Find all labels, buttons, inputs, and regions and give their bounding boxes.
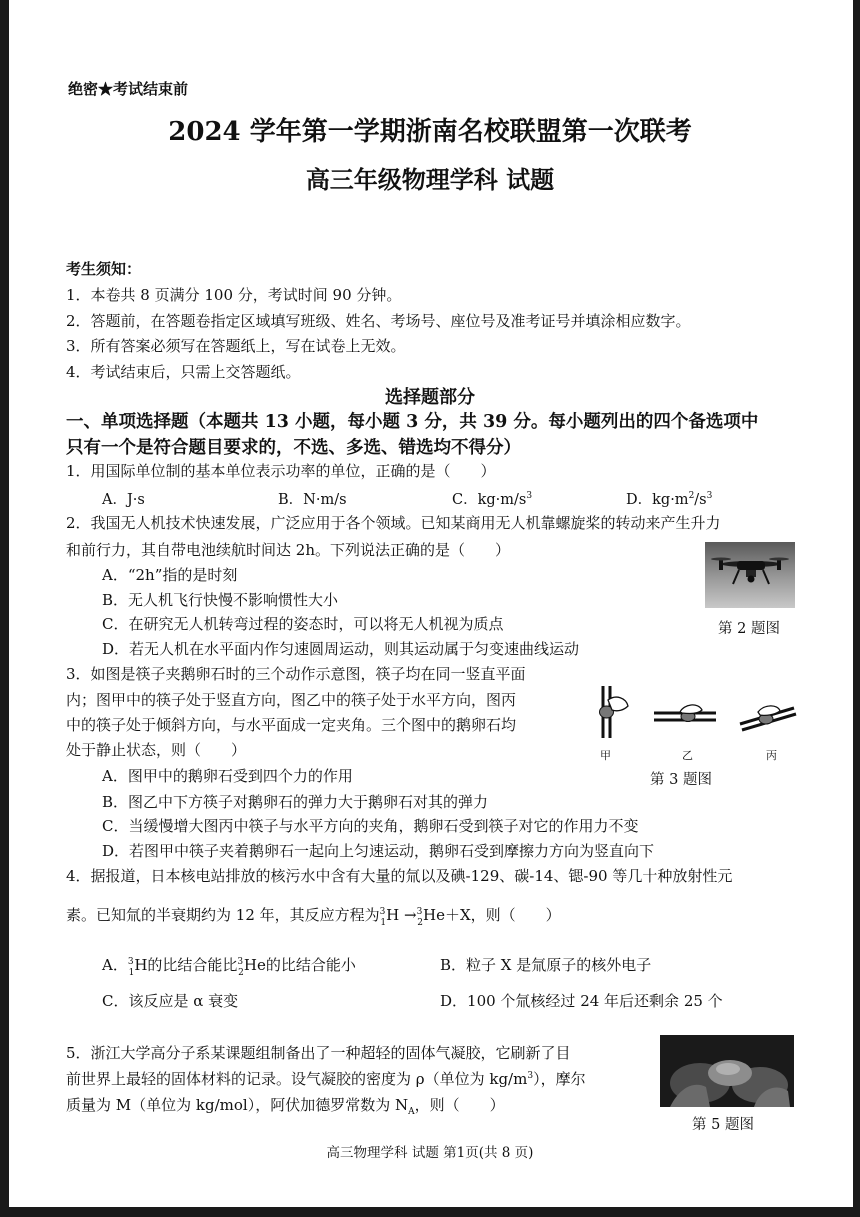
q4-stem-equation: 素。已知氚的半衰期约为 12 年，其反应方程为$^3_1$H →$^3_2$He＋X，则（ ） <box>66 906 561 928</box>
section-instructions: 一、单项选择题（本题共 13 小题，每小题 3 分，共 39 分。每小题列出的四个备选项中 <box>66 412 759 432</box>
q2-stem: 2．我国无人机技术快速发展，广泛应用于各个领域。已知某商用无人机靠螺旋桨的转动来产生升力 <box>66 514 721 532</box>
q3-figure-caption: 第 3 题图 <box>650 772 712 788</box>
q2-option-b: B．无人机飞行快慢不影响惯性大小 <box>102 591 339 609</box>
drone-photo <box>705 542 795 608</box>
q3-option-a: A．图甲中的鹅卵石受到四个力的作用 <box>102 767 353 785</box>
q3-option-b: B．图乙中下方筷子对鹅卵石的弹力大于鹅卵石对其的弹力 <box>102 793 489 811</box>
q5-stem: 5．浙江大学高分子系某课题组制备出了一种超轻的固体气凝胶，它刷新了目 <box>66 1044 571 1062</box>
part-title: 选择题部分 <box>385 387 475 408</box>
q3-option-c: C．当缓慢增大图丙中筷子与水平方向的夹角，鹅卵石受到筷子对它的作用力不变 <box>102 817 639 835</box>
q2-option-c: C．在研究无人机转弯过程的姿态时，可以将无人机视为质点 <box>102 615 504 633</box>
notice-item: 2．答题前，在答题卷指定区域填写班级、姓名、考场号、座位号及准考证号并填涂相应数字。 <box>66 312 691 330</box>
q2-stem: 和前行力，其自带电池续航时间达 2h。下列说法正确的是（ ） <box>66 541 510 559</box>
q5-figure-caption: 第 5 题图 <box>692 1117 754 1133</box>
notice-item: 1．本卷共 8 页满分 100 分，考试时间 90 分钟。 <box>66 286 402 304</box>
secret-label: 绝密★考试结束前 <box>68 80 189 98</box>
q1-option-d: D．$kg\cdot m^2/s^3$ <box>626 491 713 508</box>
q4-option-b: B．粒子 X 是氚原子的核外电子 <box>440 956 652 974</box>
q3-stem: 中的筷子处于倾斜方向，与水平面成一定夹角。三个图中的鹅卵石均 <box>66 716 517 734</box>
q3-label-bing: 丙 <box>766 749 777 762</box>
q5-stem: 前世界上最轻的固体材料的记录。设气凝胶的密度为 ρ（单位为 $kg/m^3$），摩尔 <box>66 1070 586 1088</box>
q3-label-yi: 乙 <box>682 749 693 762</box>
notice-item: 3．所有答案必须写在答题纸上，写在试卷上无效。 <box>66 337 406 355</box>
q3-option-d: D．若图甲中筷子夹着鹅卵石一起向上匀速运动，鹅卵石受到摩擦力方向为竖直向下 <box>102 842 655 860</box>
q1-option-b: B．N·m/s <box>278 492 347 508</box>
q1-stem: 1．用国际单位制的基本单位表示功率的单位，正确的是（ ） <box>66 462 496 480</box>
q1-option-c: C．$kg\cdot m/s^3$ <box>452 491 533 508</box>
q1-option-a: A．J·s <box>102 492 145 508</box>
q3-label-jia: 甲 <box>600 749 611 762</box>
q3-stem: 内；图甲中的筷子处于竖直方向，图乙中的筷子处于水平方向，图丙 <box>66 691 517 709</box>
notice-item: 4．考试结束后，只需上交答题纸。 <box>66 363 301 381</box>
page-footer: 高三物理学科 试题 第1页(共 8 页) <box>326 1145 534 1161</box>
q4-option-a: A．$^3_1$H的比结合能比$^3_2$He的比结合能小 <box>102 956 356 978</box>
q4-option-d: D．100 个氚核经过 24 年后还剩余 25 个 <box>440 992 723 1010</box>
chopsticks-figure <box>590 682 800 742</box>
q2-figure-caption: 第 2 题图 <box>718 621 780 637</box>
aerogel-photo <box>660 1035 794 1107</box>
q2-option-a: A．“2h”指的是时刻 <box>102 566 238 584</box>
q4-option-c: C．该反应是 α 衰变 <box>102 992 239 1010</box>
q3-stem: 3．如图是筷子夹鹅卵石时的三个动作示意图，筷子均在同一竖直平面 <box>66 665 526 683</box>
scan-edge-bottom <box>0 1207 860 1217</box>
q5-stem: 质量为 M（单位为 kg/mol），阿伏加德罗常数为 $N_A$，则（ ） <box>66 1096 505 1117</box>
q4-stem: 4．据报道，日本核电站排放的核污水中含有大量的氚以及碘-129、碳-14、锶-90 等几十种放射性元 <box>66 867 733 885</box>
section-instructions: 只有一个是符合题目要求的，不选、多选、错选均不得分） <box>66 438 521 458</box>
exam-title: 2024 学年第一学期浙南名校联盟第一次联考 <box>168 117 692 147</box>
notice-heading: 考生须知： <box>66 260 142 278</box>
q2-option-d: D．若无人机在水平面内作匀速圆周运动，则其运动属于匀变速曲线运动 <box>102 640 580 658</box>
exam-subtitle: 高三年级物理学科 试题 <box>305 165 555 194</box>
q3-stem: 处于静止状态，则（ ） <box>66 741 247 759</box>
